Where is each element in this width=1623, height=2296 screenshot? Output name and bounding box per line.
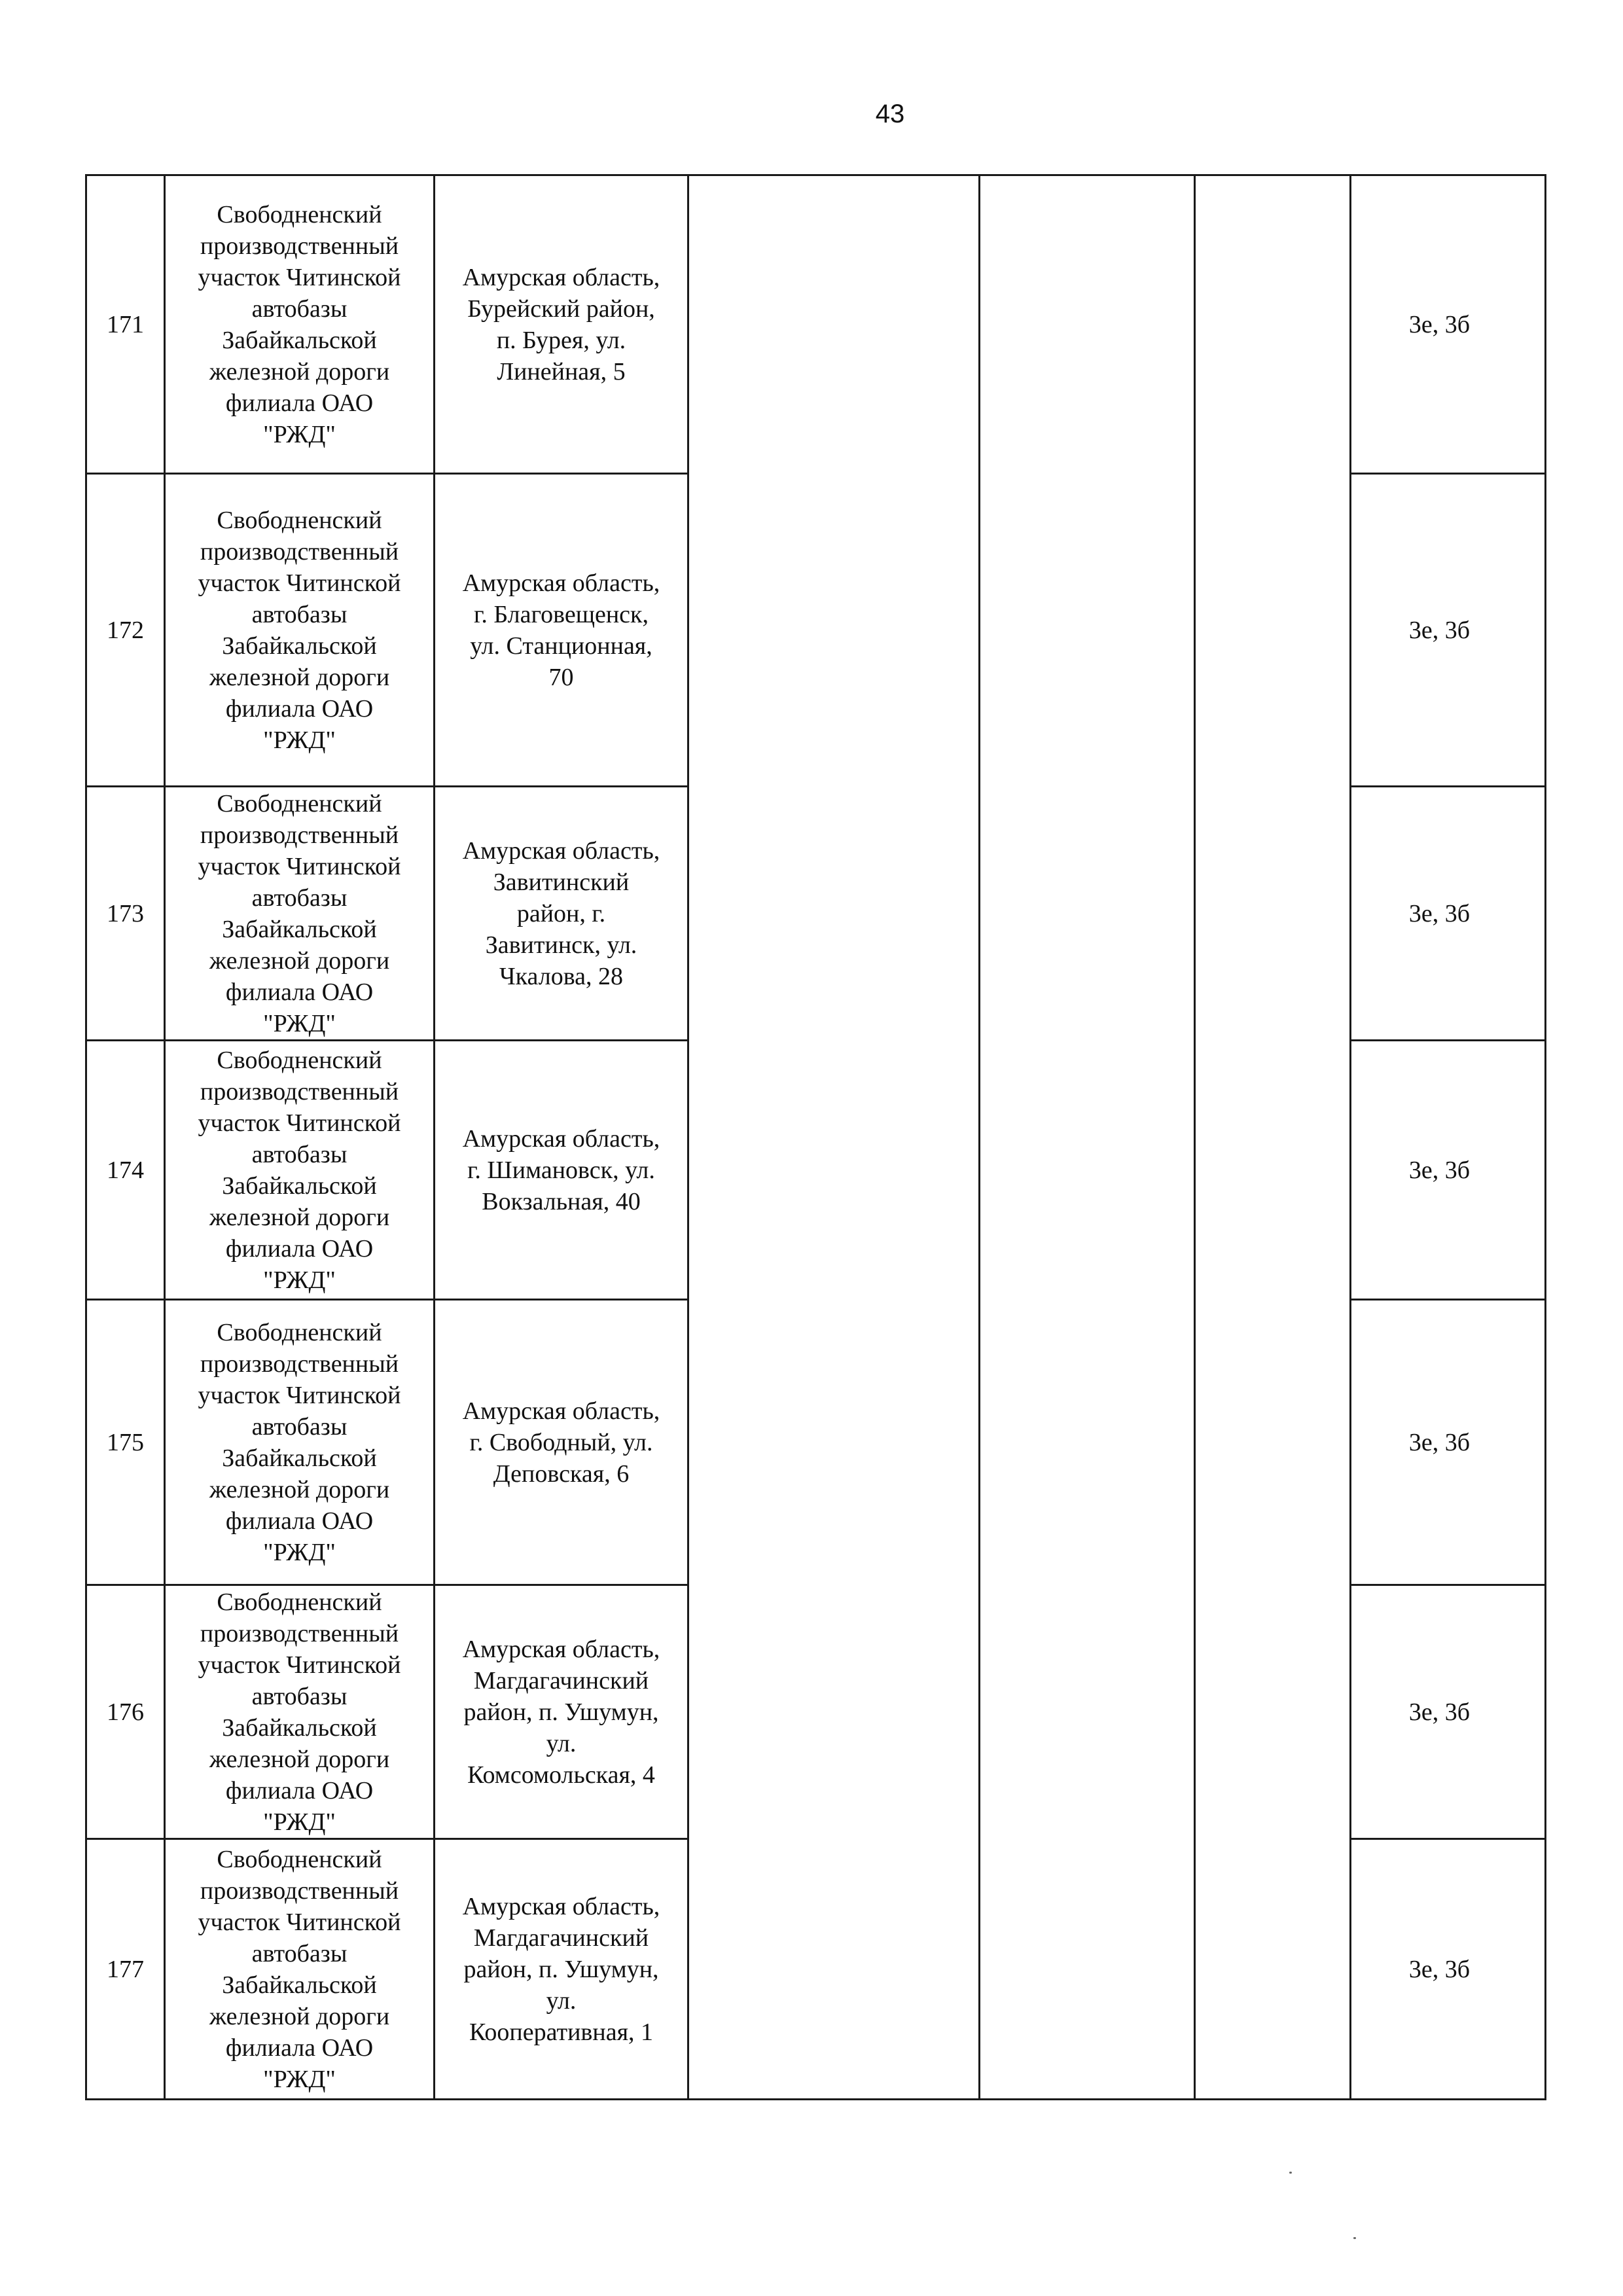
empty-merged-cell [688,175,980,2100]
table-row [86,175,1546,474]
organization-cell: Свободненский производственный участок Читинской автобазы Забайкальской железной дороги филиала ОАО "РЖД" [165,787,435,1041]
code-cell: 3е, 3б [1351,1300,1546,1585]
code-cell: 3е, 3б [1351,787,1546,1041]
document-table [85,174,1546,2100]
row-number: 171 [86,175,165,474]
organization-cell: Свободненский производственный участок Читинской автобазы Забайкальской железной дороги филиала ОАО "РЖД" [165,1839,435,2100]
empty-merged-cell [1195,175,1351,2100]
address-cell: Амурская область, г. Шимановск, ул. Вокзальная, 40 [435,1041,688,1300]
code-cell: 3е, 3б [1351,1585,1546,1839]
organization-cell: Свободненский производственный участок Читинской автобазы Забайкальской железной дороги филиала ОАО "РЖД" [165,1300,435,1585]
row-number: 175 [86,1300,165,1585]
page-number: 43 [875,99,905,128]
code-cell: 3е, 3б [1351,474,1546,787]
organization-cell: Свободненский производственный участок Читинской автобазы Забайкальской железной дороги филиала ОАО "РЖД" [165,474,435,787]
address-cell: Амурская область, г. Свободный, ул. Деповская, 6 [435,1300,688,1585]
row-number: 177 [86,1839,165,2100]
organization-cell: Свободненский производственный участок Читинской автобазы Забайкальской железной дороги филиала ОАО "РЖД" [165,1041,435,1300]
row-number: 172 [86,474,165,787]
address-cell: Амурская область, г. Благовещенск, ул. Станционная, 70 [435,474,688,787]
organization-cell: Свободненский производственный участок Читинской автобазы Забайкальской железной дороги филиала ОАО "РЖД" [165,175,435,474]
row-number: 176 [86,1585,165,1839]
code-cell: 3е, 3б [1351,175,1546,474]
address-cell: Амурская область, Завитинский район, г. Завитинск, ул. Чкалова, 28 [435,787,688,1041]
address-cell: Амурская область, Магдагачинский район, п. Ушумун, ул. Комсомольская, 4 [435,1585,688,1839]
code-cell: 3е, 3б [1351,1041,1546,1300]
code-cell: 3е, 3б [1351,1839,1546,2100]
scan-speck [1289,2172,1292,2174]
organization-cell: Свободненский производственный участок Читинской автобазы Забайкальской железной дороги филиала ОАО "РЖД" [165,1585,435,1839]
scan-speck [1353,2237,1356,2239]
address-cell: Амурская область, Магдагачинский район, п. Ушумун, ул. Кооперативная, 1 [435,1839,688,2100]
row-number: 173 [86,787,165,1041]
row-number: 174 [86,1041,165,1300]
address-cell: Амурская область, Бурейский район, п. Бурея, ул. Линейная, 5 [435,175,688,474]
empty-merged-cell [980,175,1195,2100]
